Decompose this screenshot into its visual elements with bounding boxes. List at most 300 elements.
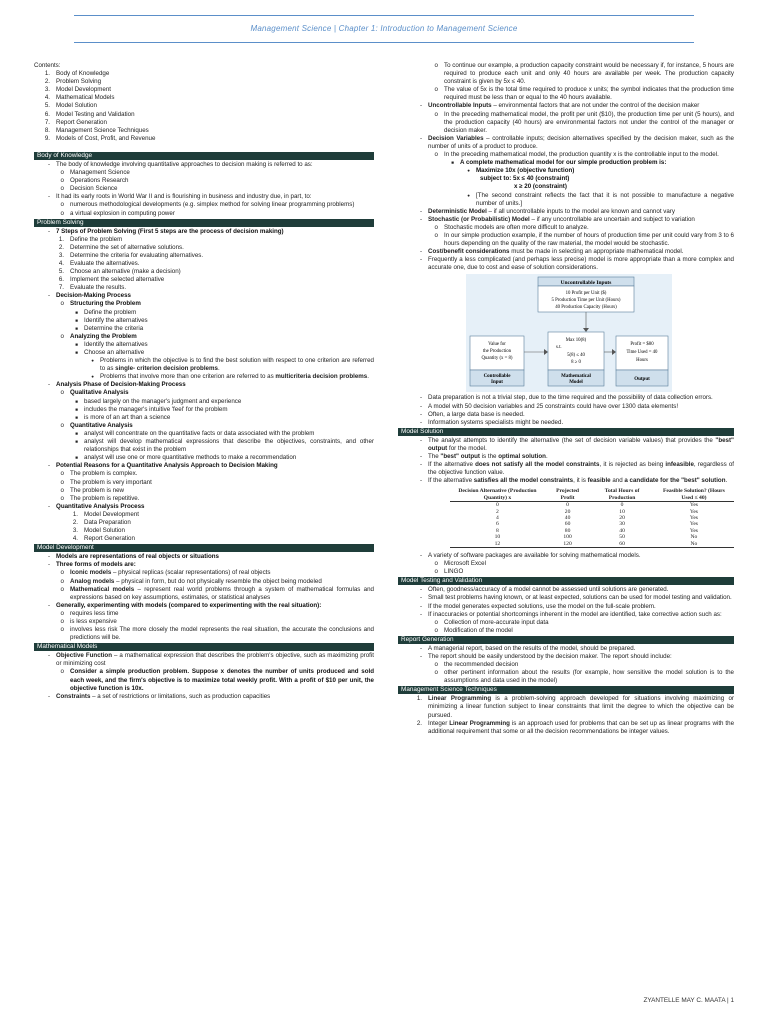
item-text: other pertinent information about the results (for example, how sensitive the model solution is to the assumptions and data used in the model)	[444, 669, 734, 685]
item-text: Three forms of models are:	[56, 561, 136, 569]
bullet-marker: ■	[75, 317, 78, 323]
bullet-marker: o	[60, 494, 64, 502]
item-text: It had its early roots in World War II and is flourishing in business and industry due, in part, to:	[56, 193, 312, 201]
item-text: A model with 50 decision variables and 25 constraints could have over 1300 data elements!	[428, 402, 679, 410]
table-cell: No	[690, 540, 698, 547]
item-text: Evaluate the results.	[70, 284, 127, 292]
item-text: Uncontrollable Inputs – environmental factors that are not under the control of the decision maker	[428, 102, 700, 110]
list-item	[398, 394, 734, 402]
bullet-marker: -	[419, 652, 422, 660]
right-column-top	[398, 62, 734, 272]
table-cell: No	[690, 534, 698, 541]
item-text: Model Solution	[56, 102, 97, 110]
item-text: In the preceding mathematical model, the production quantity x is the controllable input to the model.	[444, 151, 719, 159]
bullet-marker: ■	[75, 455, 78, 461]
item-text: numerous methodological developments (e.g. simplex method for solving linear programming problems)	[70, 201, 355, 209]
list-item	[34, 62, 374, 70]
item-text: A complete mathematical model for our simple production problem is:	[460, 159, 667, 167]
item-text: Stochastic (or Probabilistic) Model – if any uncontrollable are uncertain and subject to variation	[428, 215, 695, 223]
item-text: Mathematical models – represent real world problems through a system of mathematical formulas and expressions based on key assumptions, estimates, or statistical analyses	[70, 585, 374, 601]
list-item	[398, 627, 734, 635]
bullet-marker: 7.	[58, 284, 64, 292]
bullet-marker: 2.	[58, 243, 64, 251]
table-cell: 40	[564, 515, 571, 521]
item-text: is more of an art than a science	[84, 413, 171, 421]
list-item	[34, 193, 374, 201]
output-line-1: Profit = $80	[630, 342, 654, 348]
bullet-marker: o	[434, 110, 438, 118]
item-text: Management Science Techniques	[56, 126, 149, 134]
list-item	[34, 201, 374, 209]
bullet-marker: -	[419, 644, 422, 652]
list-item	[398, 645, 734, 653]
item-text: Analyzing the Problem	[70, 332, 137, 340]
page-footer: ZYANTELLE MAY C. MAATA | 1	[643, 997, 734, 1004]
item-text: Small test problems having known, or at least expected, solutions can be used for model testing and validation.	[428, 594, 732, 602]
list-item	[398, 86, 734, 102]
table-cell: Yes	[689, 502, 698, 509]
bullet-marker: 4.	[72, 535, 78, 543]
list-item	[34, 389, 374, 397]
table-cell: Yes	[689, 515, 698, 521]
list-item	[398, 619, 734, 627]
model-line-4: 8 ≥ 0	[571, 360, 581, 366]
table-cell: 12	[494, 540, 501, 547]
table-cell: 0	[566, 502, 569, 509]
list-item	[398, 461, 734, 477]
item-text: analyst will concentrate on the quantitative facts or data associated with the problem	[84, 429, 315, 437]
list-item	[34, 276, 374, 284]
bullet-marker: ■	[75, 309, 78, 315]
bullet-marker: -	[419, 453, 422, 460]
value-line-2: the Production	[482, 349, 512, 355]
list-item	[34, 693, 374, 701]
left-column	[34, 62, 374, 701]
list-item	[34, 511, 374, 519]
unc-line-3: 40 Production Capacity (Hours)	[555, 305, 617, 311]
list-item	[34, 626, 374, 642]
model-diagram	[466, 274, 672, 392]
header-top-rule	[74, 15, 694, 16]
item-text: Potential Reasons for a Quantitative Analysis Approach to Decision Making	[56, 462, 278, 470]
bullet-marker: o	[60, 478, 64, 486]
item-text: Quantitative Analysis	[70, 421, 133, 429]
item-text: The problem is repetitive.	[70, 494, 140, 502]
list-item	[34, 519, 374, 527]
list-item	[398, 720, 734, 736]
right-column-middle	[398, 394, 734, 485]
table-cell: 10	[494, 534, 501, 541]
section-heading: Body of Knowledge	[34, 152, 374, 160]
bullet-marker: 2.	[72, 518, 78, 526]
item-text: x ≥ 20 (constraint)	[514, 183, 567, 191]
value-line-3: Quantity (x = 8)	[481, 356, 513, 362]
item-text: The problem is new	[70, 486, 124, 494]
model-label-2: Model	[569, 380, 583, 386]
list-item	[34, 300, 374, 308]
table-cell: Yes	[689, 521, 698, 528]
item-text: Model Development	[84, 510, 140, 518]
bullet-marker: o	[60, 177, 64, 185]
list-item	[398, 419, 734, 427]
item-text: analyst will use one or more quantitative methods to make a recommendation	[84, 454, 297, 462]
bullet-marker: -	[47, 652, 50, 660]
bullet-marker: o	[434, 560, 438, 568]
item-text: a virtual explosion in computing power	[70, 209, 175, 217]
item-text: The problem is complex.	[70, 470, 138, 478]
list-item	[398, 594, 734, 602]
bullet-marker: ●	[91, 358, 94, 364]
item-text: 7 Steps of Problem Solving (First 5 steps are the process of decision making)	[56, 227, 284, 235]
item-text: Problems that involve more than one criterion are referred to as multicriteria decision problems.	[100, 373, 369, 381]
item-text: Decision Variables – controllable inputs; decision alternatives specified by the decision maker, such as the number of units of a product to produce.	[428, 134, 734, 150]
bullet-marker: o	[60, 209, 64, 217]
table-cell: 0	[496, 502, 499, 509]
th-feasible: Feasible Solution? (Hours Used ≤ 40)	[662, 488, 725, 501]
table-cell: 4	[496, 515, 499, 521]
table-cell: 40	[619, 527, 625, 534]
list-item	[34, 135, 374, 143]
list-item	[398, 183, 734, 191]
list-item	[34, 161, 374, 169]
bullet-marker: o	[434, 62, 438, 69]
list-item	[34, 430, 374, 438]
bullet-marker: ●	[467, 168, 470, 174]
bullet-marker: o	[60, 169, 64, 177]
bullet-marker: 4.	[44, 94, 50, 102]
list-item	[398, 560, 734, 568]
list-item	[398, 111, 734, 135]
list-item	[34, 561, 374, 569]
bullet-marker: -	[47, 561, 50, 569]
item-text: Implement the selected alternative	[70, 276, 165, 284]
item-text: Report Generation	[84, 535, 135, 543]
bullet-marker: o	[60, 618, 64, 625]
list-item	[34, 668, 374, 692]
item-text: Problem Solving	[56, 78, 102, 86]
table-cell: 50	[619, 534, 625, 541]
item-text: If the alternative does not satisfy all the model constraints, it is rejected as being infeasible, regardless of the objective function value.	[428, 461, 734, 477]
unc-line-1: 10 Profit per Unit ($)	[565, 291, 607, 297]
item-text: the recommended decision	[444, 661, 519, 669]
list-item	[398, 411, 734, 419]
list-item	[34, 487, 374, 495]
list-item	[34, 357, 374, 373]
bullet-marker: 1.	[416, 695, 422, 703]
bullet-marker: o	[60, 389, 64, 397]
item-text: The analyst attempts to identify the alternative (the set of decision variable values) that provides the "best" output for the model.	[428, 436, 734, 452]
item-text: Maximize 10x (objective function)	[476, 167, 575, 175]
bullet-marker: -	[419, 586, 422, 594]
bullet-marker: -	[419, 552, 422, 560]
item-text: Operations Research	[70, 177, 129, 185]
bullet-marker: o	[60, 668, 64, 676]
list-item	[398, 568, 734, 576]
list-item	[34, 236, 374, 244]
bullet-marker: o	[434, 669, 438, 677]
right-column-bottom	[398, 552, 734, 736]
bullet-marker: 4.	[58, 259, 64, 267]
model-line-3: 5(8) ≤ 40	[567, 353, 585, 359]
list-item	[34, 479, 374, 487]
list-item	[34, 228, 374, 236]
item-text: is less expensive	[70, 618, 117, 625]
table-cell: 10	[619, 508, 625, 515]
page-header-title: Management Science | Chapter 1: Introduction to Management Science	[250, 24, 518, 33]
list-item	[34, 438, 374, 454]
item-text: Structuring the Problem	[70, 300, 141, 308]
item-text: Analysis Phase of Decision-Making Process	[56, 381, 186, 389]
list-item	[34, 309, 374, 317]
bullet-marker: o	[434, 223, 438, 231]
list-item	[34, 119, 374, 127]
bullet-marker: o	[60, 470, 64, 478]
bullet-marker: o	[60, 609, 64, 617]
item-text: Decision-Making Process	[56, 292, 131, 300]
item-text: Quantitative Analysis Process	[56, 502, 145, 510]
bullet-marker: o	[60, 626, 64, 634]
item-text: Identify the alternatives	[84, 340, 148, 348]
item-text: Cost/benefit considerations must be made in selecting an appropriate mathematical model.	[428, 248, 684, 256]
item-text: Models of Cost, Profit, and Revenue	[56, 134, 156, 142]
table-cell: 20	[564, 508, 571, 515]
list-item	[34, 373, 374, 381]
bullet-marker: ■	[75, 341, 78, 347]
item-text: Model Solution	[84, 527, 125, 535]
table-cell: 8	[496, 527, 499, 534]
item-text: Evaluate the alternatives.	[70, 259, 140, 267]
item-text: includes the manager's intuitive 'feel' for the problem	[84, 405, 228, 413]
model-line-1: Max 10(8)	[565, 338, 587, 344]
item-text: Constraints – a set of restrictions or limitations, such as production capacities	[56, 692, 271, 700]
list-item	[398, 232, 734, 248]
list-item	[34, 495, 374, 503]
item-text: Models are representations of real objects or situations	[56, 553, 219, 561]
table-cell: 80	[564, 527, 571, 534]
list-item	[34, 652, 374, 668]
item-text: The body of knowledge involving quantitative approaches to decision making is referred to as:	[56, 160, 313, 168]
bullet-marker: -	[47, 502, 50, 510]
list-item	[34, 535, 374, 543]
bullet-marker: o	[60, 300, 64, 308]
table-row	[450, 502, 734, 509]
item-text: Objective Function – a mathematical expression that describes the problem's objective, such as maximizing profit or minimizing cost	[56, 652, 374, 668]
list-item	[398, 135, 734, 151]
item-text: The problem is very important	[70, 478, 152, 486]
bullet-marker: 1.	[58, 235, 64, 243]
list-item	[34, 111, 374, 119]
list-item	[34, 414, 374, 422]
item-text: Data preparation is not a trivial step, due to the time required and the possibility of data collection errors.	[428, 394, 713, 402]
list-item	[34, 333, 374, 341]
list-item	[34, 503, 374, 511]
bullet-marker: 6.	[58, 276, 64, 284]
bullet-marker: 3.	[72, 527, 78, 535]
list-item	[34, 70, 374, 78]
bullet-marker: 2.	[416, 719, 422, 727]
bullet-marker: ■	[75, 325, 78, 331]
item-text: Microsoft Excel	[444, 560, 486, 568]
bullet-marker: ■	[75, 406, 78, 412]
list-item	[398, 403, 734, 411]
bullet-marker: -	[47, 292, 50, 300]
bullet-marker: -	[419, 402, 422, 410]
list-item	[34, 602, 374, 610]
item-text: based largely on the manager's judgment and experience	[84, 397, 242, 405]
table-cell: Yes	[689, 508, 698, 515]
bullet-marker: o	[60, 569, 64, 577]
item-text: [The second constraint reflects the fact that it is not possible to manufacture a negative number of units.]	[476, 191, 734, 207]
bullet-marker: -	[419, 134, 422, 142]
table-cell: 60	[619, 540, 625, 547]
list-item	[34, 210, 374, 218]
bullet-marker: ●	[467, 192, 470, 198]
list-item	[34, 381, 374, 389]
bullet-marker: o	[60, 486, 64, 494]
bullet-marker: -	[419, 394, 422, 402]
table-row	[450, 541, 734, 548]
list-item	[398, 102, 734, 110]
bullet-marker: -	[47, 692, 50, 700]
solution-table	[450, 488, 734, 548]
table-cell: 20	[619, 515, 625, 521]
item-text: requires less time	[70, 609, 119, 617]
list-item	[398, 669, 734, 685]
list-item	[34, 127, 374, 135]
list-item	[398, 248, 734, 256]
list-item	[34, 244, 374, 252]
bullet-marker: -	[47, 462, 50, 470]
bullet-marker: o	[60, 421, 64, 429]
list-item	[34, 292, 374, 300]
list-item	[34, 268, 374, 276]
list-item	[398, 695, 734, 719]
list-item	[34, 406, 374, 414]
bullet-marker: -	[419, 410, 422, 418]
item-text: Modification of the model	[444, 626, 513, 634]
solution-table-header-row	[450, 488, 734, 501]
bullet-marker: o	[60, 201, 64, 209]
item-text: Choose an alternative	[84, 349, 145, 356]
list-item	[34, 185, 374, 193]
list-item	[34, 325, 374, 333]
list-item	[34, 470, 374, 478]
item-text: Collection of more-accurate input data	[444, 618, 549, 626]
list-item	[34, 252, 374, 260]
bullet-marker: o	[60, 185, 64, 193]
bullet-marker: -	[419, 248, 422, 256]
list-item	[34, 102, 374, 110]
bullet-marker: 5.	[44, 102, 50, 110]
section-heading: Mathematical Models	[34, 643, 374, 651]
bullet-marker: -	[419, 215, 422, 223]
list-item	[34, 284, 374, 292]
table-cell: 100	[563, 534, 572, 541]
list-item	[398, 159, 734, 167]
list-item	[34, 553, 374, 561]
bullet-marker: o	[434, 86, 438, 94]
table-cell: 0	[620, 502, 624, 509]
bullet-marker: -	[419, 102, 422, 110]
bullet-marker: 6.	[44, 110, 50, 118]
item-text: Identify the alternatives	[84, 316, 148, 324]
bullet-marker: -	[47, 160, 50, 168]
item-text: Information systems specialists might be needed.	[428, 418, 564, 426]
table-cell: 2	[496, 508, 499, 515]
bullet-marker: o	[60, 577, 64, 585]
bullet-marker: 5.	[58, 268, 64, 276]
bullet-marker: o	[434, 568, 438, 576]
section-heading: Report Generation	[398, 636, 734, 644]
spacer	[34, 143, 374, 151]
bullet-marker: -	[47, 381, 50, 389]
list-item	[34, 78, 374, 86]
list-item	[398, 216, 734, 224]
item-text: A variety of software packages are available for solving mathematical models.	[428, 552, 641, 560]
item-text: If the alternative satisfies all the model constraints, it is feasible and a candidate for the "best" solution.	[428, 477, 728, 485]
th-hours: Total Hours of Production	[604, 488, 640, 501]
bullet-marker: ■	[75, 430, 78, 436]
list-item	[34, 454, 374, 462]
item-text: LINGO	[444, 568, 464, 576]
list-item	[398, 175, 734, 183]
list-item	[34, 618, 374, 626]
bullet-marker: -	[47, 227, 50, 235]
item-text: Body of Knowledge	[56, 70, 110, 78]
bullet-marker: 8.	[44, 126, 50, 134]
output-line-2: Time Used = 40	[626, 350, 658, 356]
list-item	[34, 86, 374, 94]
table-cell: 120	[563, 540, 572, 547]
section-heading: Problem Solving	[34, 219, 374, 227]
th-profit: Projected Profit	[556, 488, 580, 501]
item-text: Analog models – physical in form, but do not physically resemble the object being modeled	[70, 577, 322, 585]
item-text: A managerial report, based on the results of the model, should be prepared.	[428, 644, 636, 652]
bullet-marker: -	[419, 256, 422, 264]
item-text: involves less risk The more closely the model represents the real situation, the accurate the conclusions and predictions will be.	[70, 626, 374, 642]
list-item	[398, 437, 734, 453]
bullet-marker: ●	[91, 374, 94, 380]
bullet-marker: 1.	[72, 510, 78, 518]
unc-line-2: 5 Production Time per Unit (Hours)	[551, 298, 621, 304]
item-text: The "best" output is the optimal solution.	[428, 453, 548, 460]
section-heading: Model Solution	[398, 428, 734, 436]
list-item	[34, 169, 374, 177]
item-text: Determine the criteria for evaluating alternatives.	[70, 251, 204, 259]
bullet-marker: -	[419, 436, 422, 444]
item-text: Determine the set of alternative solutions.	[70, 243, 184, 251]
item-text: The value of 5x is the total time required to produce x units; the symbol indicates that the production time required must be less than or equal to the 40 hours available.	[444, 86, 734, 102]
item-text: Linear Programming is a problem-solving approach developed for situations involving maximizing or minimizing a linear function subject to linear constraints that limit the degree to which the objective can be pursued.	[428, 695, 734, 719]
output-line-3: Hours	[636, 358, 648, 364]
bullet-marker: 3.	[58, 251, 64, 259]
item-text: Choose an alternative (make a decision)	[70, 268, 181, 276]
item-text: Frequently a less complicated (and perhaps less precise) model is more appropriate than a more complex and accurate one, due to cost and ease of solution considerations.	[428, 256, 734, 272]
table-cell: 6	[496, 521, 499, 528]
bullet-marker: -	[47, 553, 50, 561]
list-item	[34, 317, 374, 325]
list-item	[34, 94, 374, 102]
bullet-marker: ■	[451, 160, 454, 166]
bullet-marker: 3.	[44, 86, 50, 94]
list-item	[34, 462, 374, 470]
uncontrollable-title: Uncontrollable Inputs	[560, 280, 612, 287]
list-item	[398, 611, 734, 619]
item-text: Often, goodness/accuracy of a model cannot be assessed until solutions are generated.	[428, 586, 669, 594]
list-item	[34, 260, 374, 268]
th-decision: Decision Alternative (Production Quantity) x	[458, 488, 537, 501]
table-cell: 60	[564, 521, 571, 528]
